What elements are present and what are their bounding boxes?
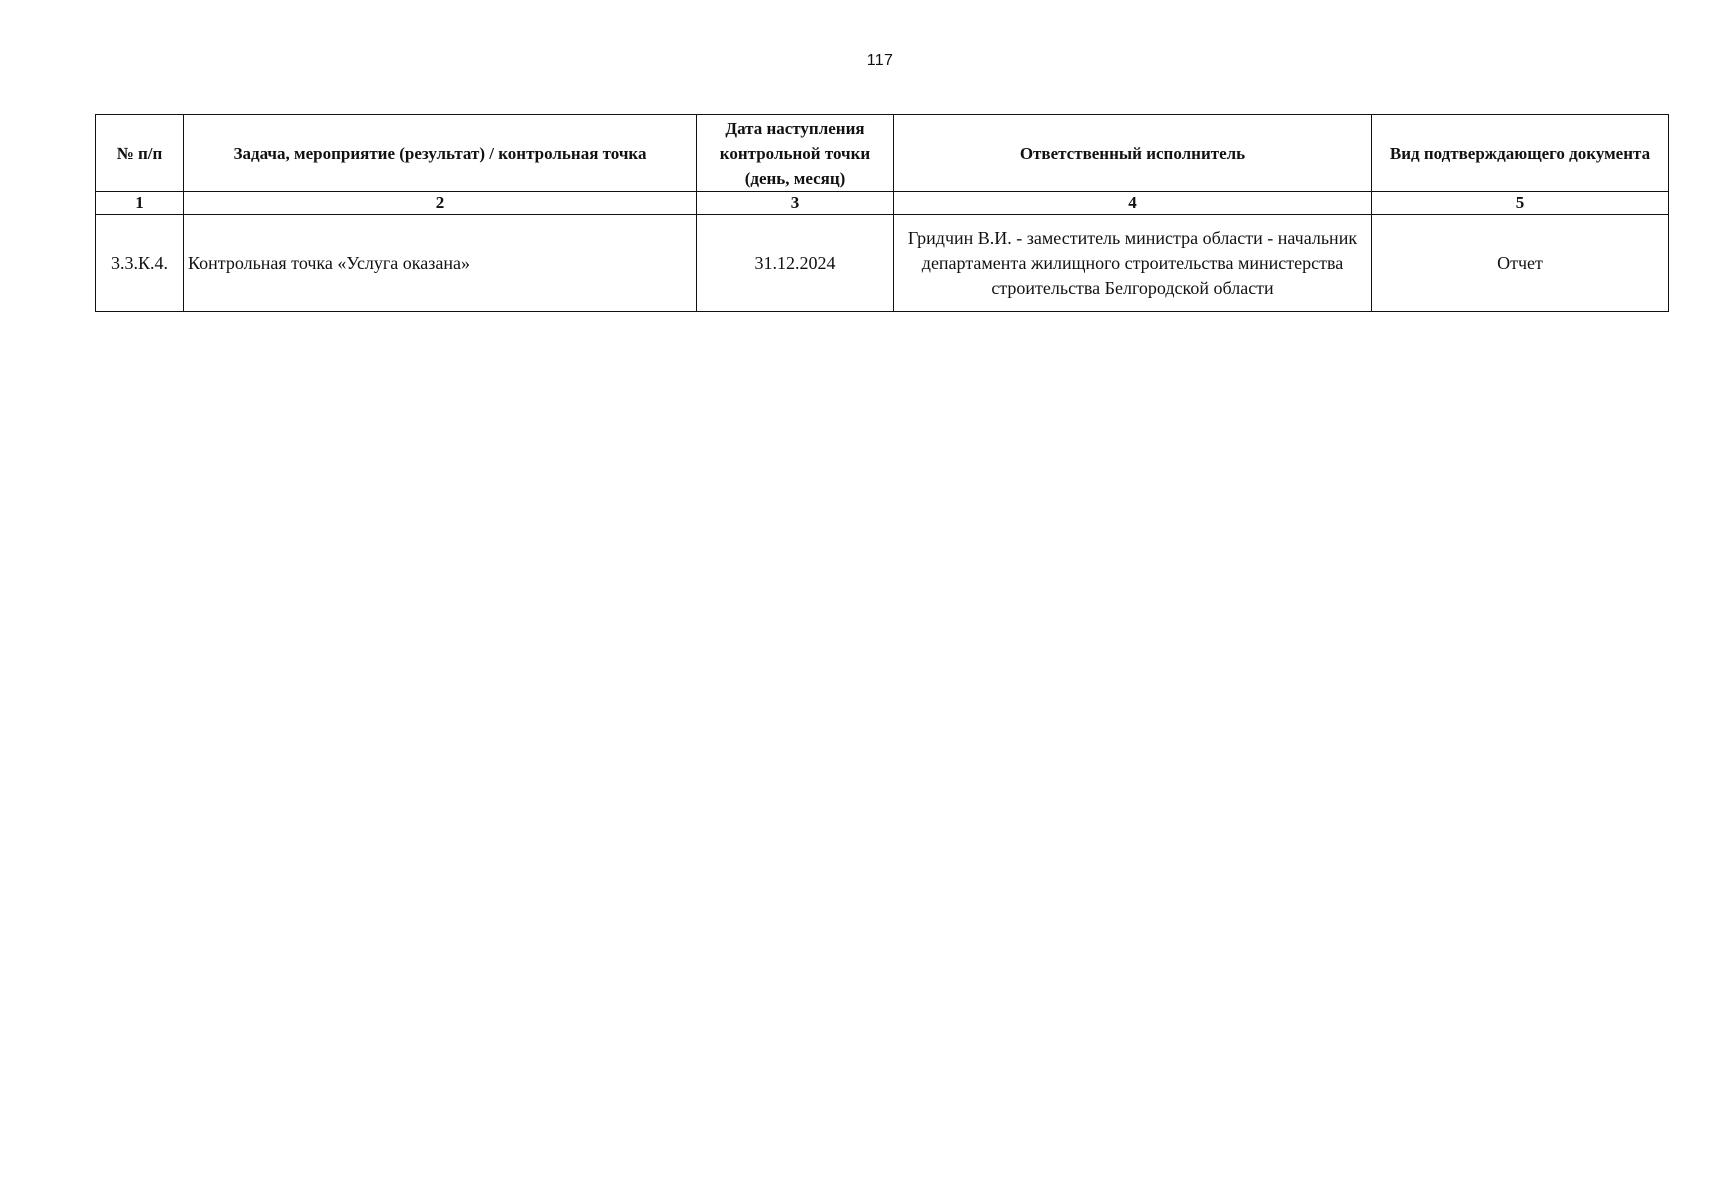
- column-number: 3: [697, 192, 894, 215]
- row-number-cell: 3.3.К.4.: [96, 215, 184, 312]
- responsible-cell: Гридчин В.И. - заместитель министра области - начальник департамента жилищного строительства министерства строительства Белгородской области: [894, 215, 1372, 312]
- task-cell: Контрольная точка «Услуга оказана»: [184, 215, 697, 312]
- page-number: 117: [866, 52, 894, 69]
- column-numbers-row: [96, 192, 1669, 215]
- column-number: 5: [1372, 192, 1669, 215]
- document-type-cell: Отчет: [1372, 215, 1669, 312]
- header-number: № п/п: [96, 115, 184, 192]
- header-document-type: Вид подтверждающего документа: [1372, 115, 1669, 192]
- header-date: Дата наступления контрольной точки (день, месяц): [697, 115, 894, 192]
- header-task: Задача, мероприятие (результат) / контрольная точка: [184, 115, 697, 192]
- table-row: [96, 215, 1669, 312]
- column-number: 4: [894, 192, 1372, 215]
- control-points-table: [95, 114, 1669, 312]
- header-responsible: Ответственный исполнитель: [894, 115, 1372, 192]
- date-cell: 31.12.2024: [697, 215, 894, 312]
- table-header-row: [96, 115, 1669, 192]
- column-number: 1: [96, 192, 184, 215]
- column-number: 2: [184, 192, 697, 215]
